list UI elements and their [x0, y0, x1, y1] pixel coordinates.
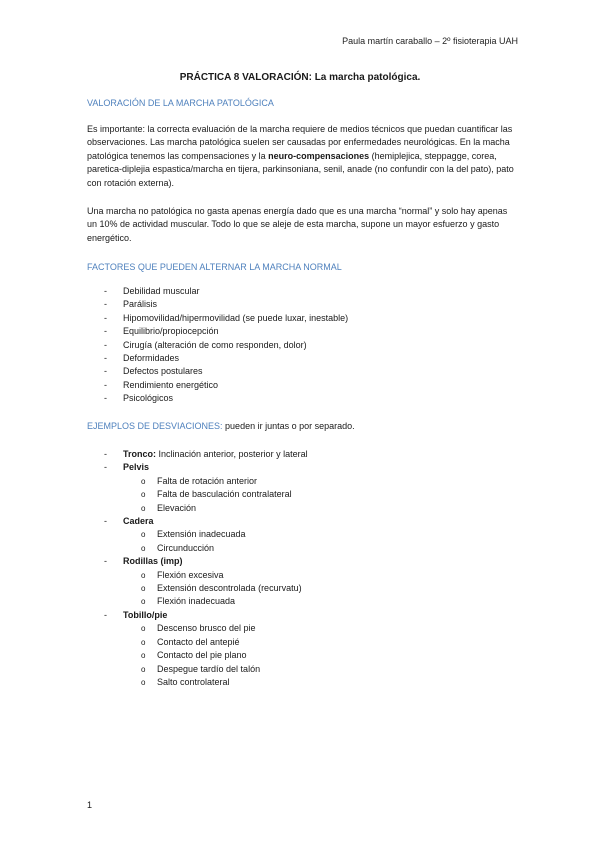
sub-list-item: o Contacto del antepié [123, 636, 308, 649]
sub-list-item: o Elevación [123, 502, 308, 515]
list-item-tobillo: - Tobillo/pie o Descenso brusco del pie o Contacto del antepié o Contacto del pie plano o Despegue tardío del talón o Salto controlateral [87, 609, 308, 689]
sub-list-item: o Despegue tardío del talón [123, 663, 308, 676]
sub-list-item: o Flexión inadecuada [123, 595, 308, 608]
section-heading-valoracion: VALORACIÓN DE LA MARCHA PATOLÓGICA [87, 98, 274, 108]
sub-list-item: o Descenso brusco del pie [123, 622, 308, 635]
list-item-pelvis: - Pelvis o Falta de rotación anterior o Falta de basculación contralateral o Elevación [87, 461, 308, 515]
list-item: - Deformidades [87, 352, 348, 365]
sub-list-item: o Extensión inadecuada [123, 528, 308, 541]
rodillas-sublist [123, 569, 308, 609]
list-item: - Psicológicos [87, 392, 348, 405]
list-item: - Defectos postulares [87, 365, 348, 378]
section-heading-factores: FACTORES QUE PUEDEN ALTERNAR LA MARCHA NORMAL [87, 262, 342, 272]
cadera-sublist [123, 528, 308, 555]
list-item: - Rendimiento energético [87, 379, 348, 392]
list-item: - Hipomovilidad/hipermovilidad (se puede luxar, inestable) [87, 312, 348, 325]
list-item: - Equilibrio/propiocepción [87, 325, 348, 338]
sub-list-item: o Circunducción [123, 542, 308, 555]
bold-neuro-compensaciones: neuro-compensaciones [268, 150, 370, 161]
sub-list-item: o Contacto del pie plano [123, 649, 308, 662]
paragraph-marcha-normal: Una marcha no patológica no gasta apenas energía dado que es una marcha “normal” y solo hay apenas un 10% de actividad muscular. Todo lo que se aleje de esta marcha, supone un mayor esfuerzo y gasto energético. [87, 206, 508, 243]
section-heading-ejemplos-line: EJEMPLOS DE DESVIACIONES: pueden ir juntas o por separado. [87, 421, 355, 431]
tobillo-sublist [123, 622, 308, 689]
list-item-tronco: - Tronco: Inclinación anterior, posterior y lateral [87, 448, 308, 461]
page-number: 1 [87, 800, 93, 810]
sub-list-item: o Extensión descontrolada (recurvatu) [123, 582, 308, 595]
section-heading-ejemplos: EJEMPLOS DE DESVIACIONES: [87, 421, 223, 431]
list-item: - Parálisis [87, 298, 348, 311]
sub-list-item: o Falta de basculación contralateral [123, 488, 308, 501]
page-title: PRÁCTICA 8 VALORACIÓN: La marcha patológica. [179, 72, 421, 83]
sub-list-item: o Flexión excesiva [123, 569, 308, 582]
sub-list-item: o Salto controlateral [123, 676, 308, 689]
sub-list-item: o Falta de rotación anterior [123, 475, 308, 488]
pelvis-sublist [123, 475, 308, 515]
header-author: Paula martín caraballo – 2º fisioterapia UAH [342, 36, 518, 46]
list-item-rodillas: - Rodillas (imp) o Flexión excesiva o Extensión descontrolada (recurvatu) o Flexión inadecuada [87, 555, 308, 609]
list-item: - Debilidad muscular [87, 285, 348, 298]
paragraph-intro: Es importante: la correcta evaluación de la marcha requiere de medios técnicos que puedan cuantificar las observaciones. Las marcha patológica suelen ser causadas por enfermedades neurológicas. En la macha patológica tenemos las compensaciones y la neuro-compensaciones (hemiplejica, steppagge, corea, paretica-diplejia espastica/marcha en tijera, parkinsoniana, senil, anade (no confundir con la del pato), pato con rotación externa). [87, 124, 514, 188]
factores-list [87, 285, 348, 406]
list-item-cadera: - Cadera o Extensión inadecuada o Circunducción [87, 515, 308, 555]
desviaciones-list [87, 448, 308, 689]
list-item: - Cirugía (alteración de como responden, dolor) [87, 339, 348, 352]
